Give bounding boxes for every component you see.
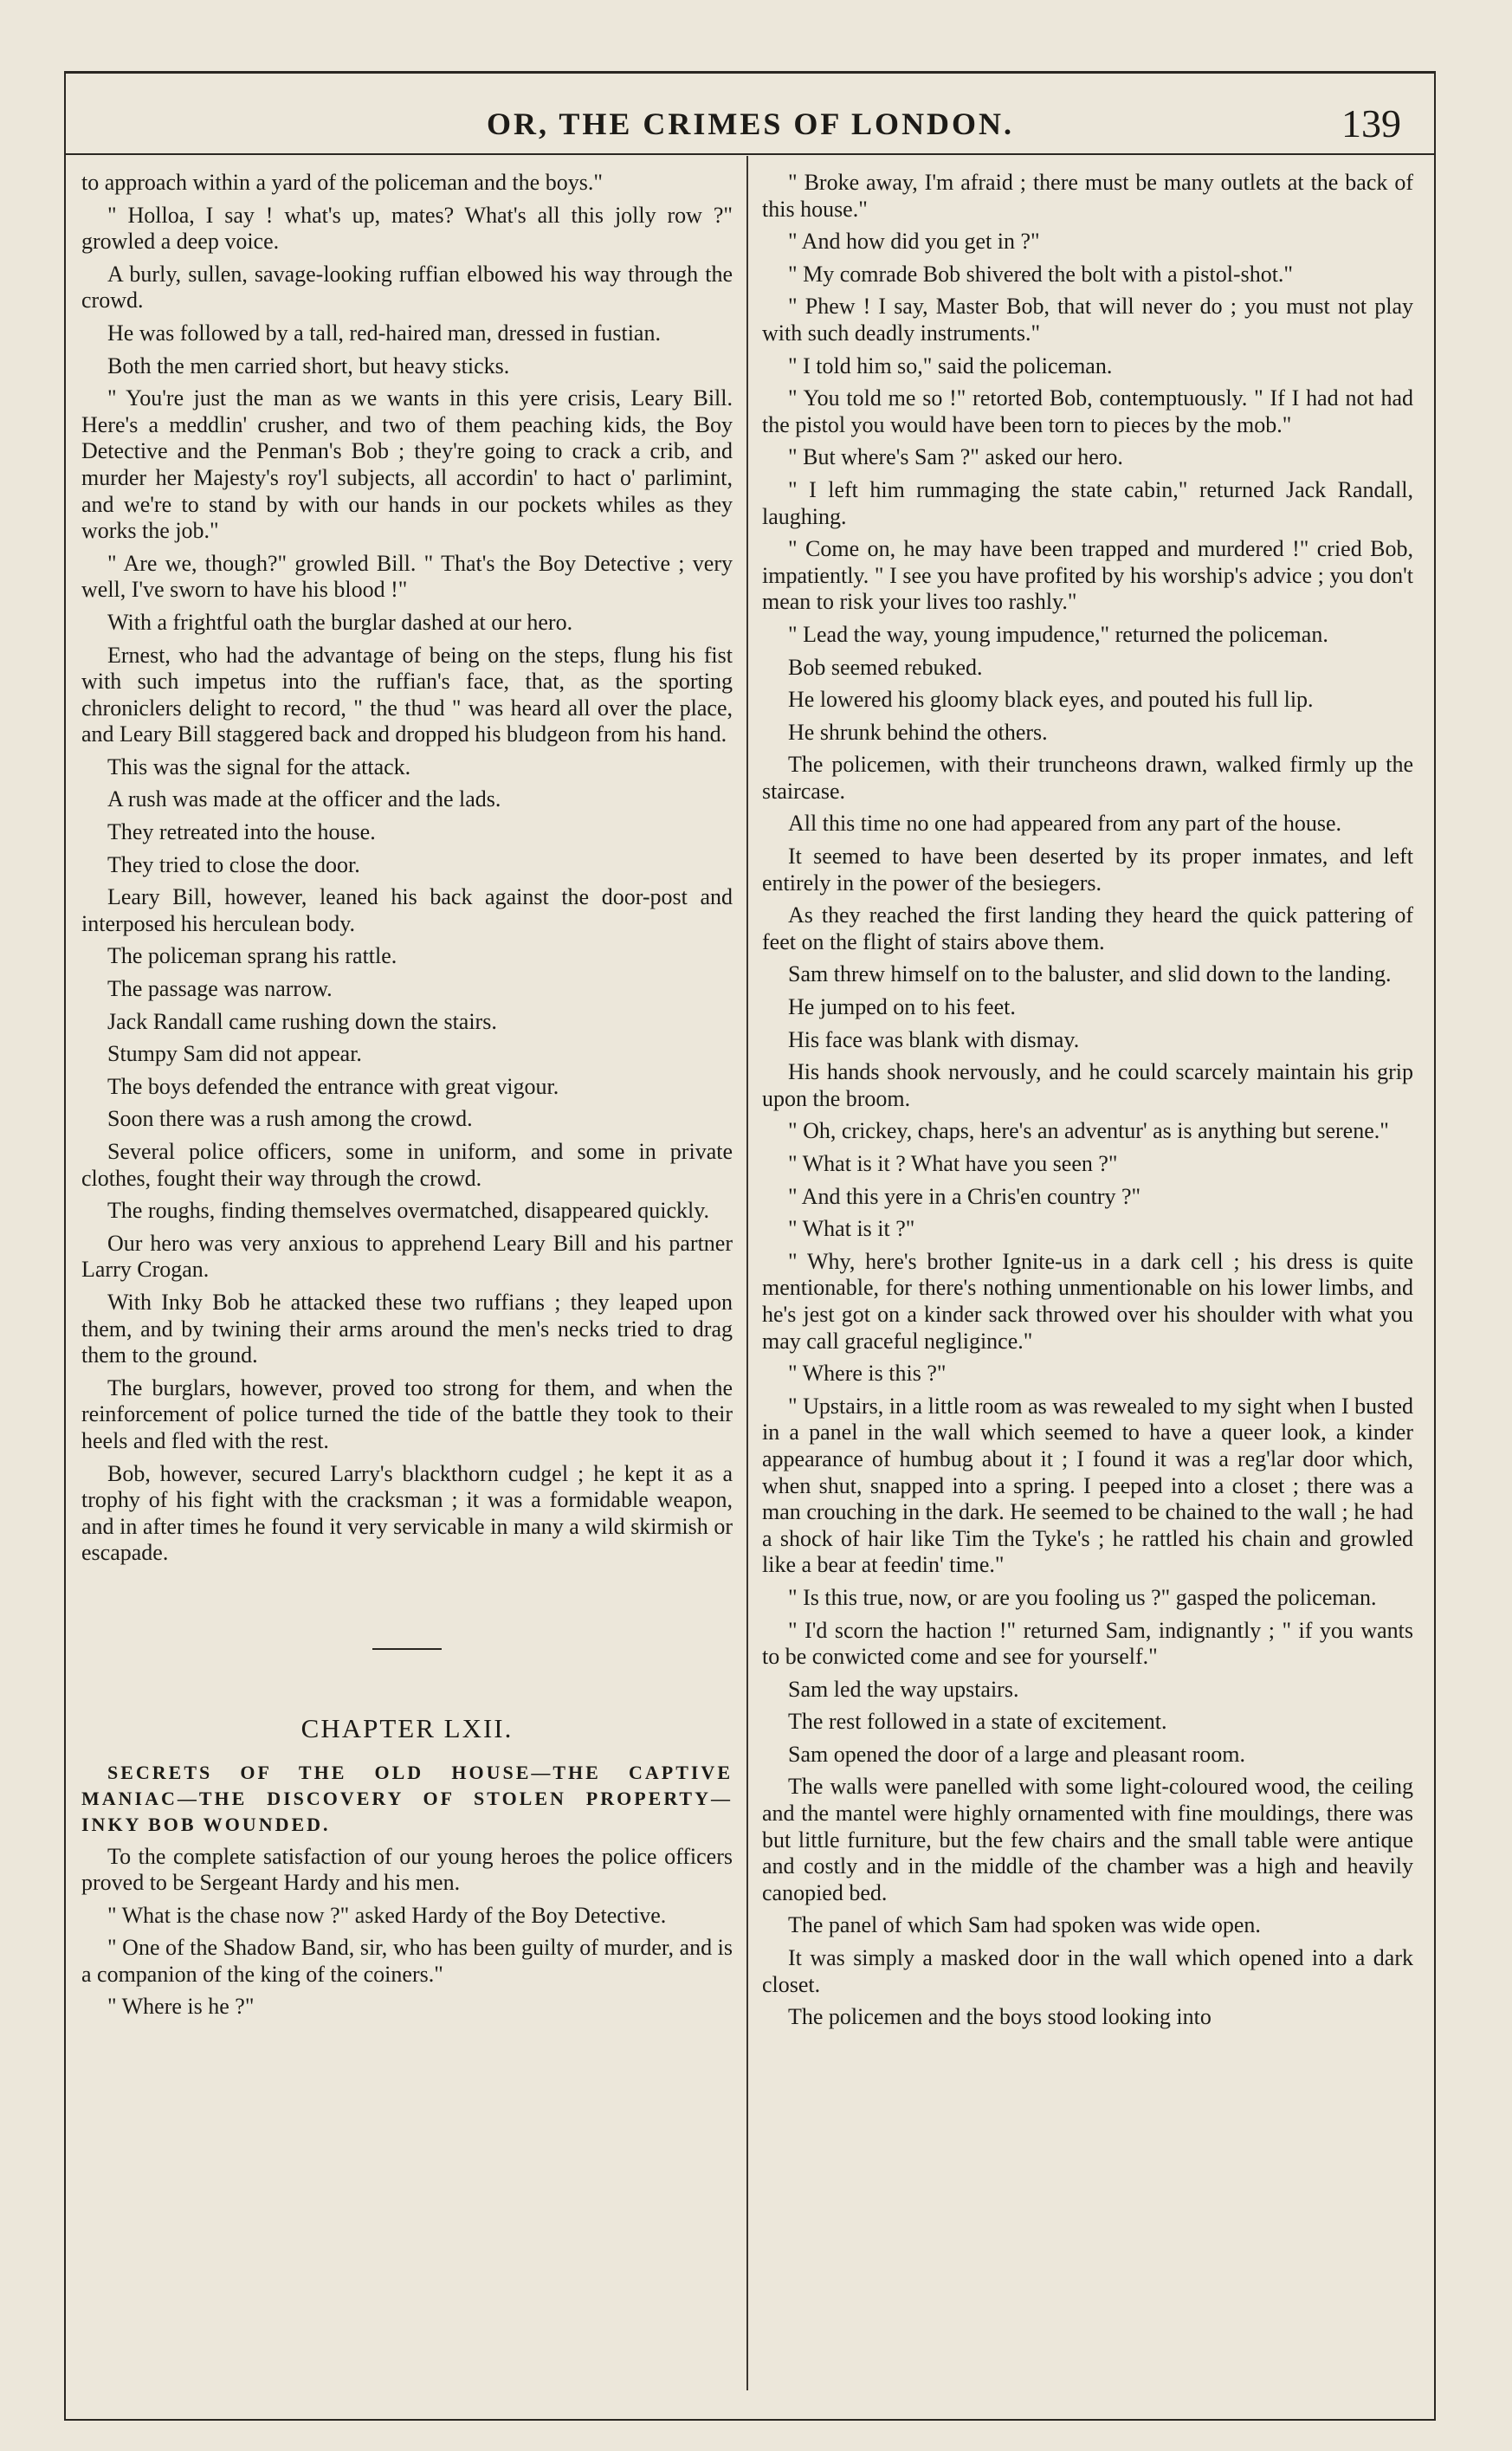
paragraph: He shrunk behind the others.	[788, 719, 1048, 745]
column-divider	[746, 156, 748, 2390]
paragraph: A rush was made at the officer and the lads.	[107, 786, 501, 812]
paragraph: " Oh, crickey, chaps, here's an adventur' as is anything but serene."	[788, 1118, 1389, 1144]
paragraph: " Holloa, I say ! what's up, mates? What's all this jolly row ?" growled a deep voice.	[81, 202, 733, 255]
paragraph: With a frightful oath the burglar dashed at our hero.	[107, 609, 573, 635]
right-column	[762, 170, 1413, 2037]
paragraph: " But where's Sam ?" asked our hero.	[788, 444, 1123, 470]
section-rule	[372, 1648, 442, 1650]
paragraph: The walls were panelled with some light-coloured wood, the ceiling and the mantel were highly ornamented with fine mouldings, there was but little furniture, but the few chairs and the small table were antique and costly and in the middle of the chamber was a high and heavily canopied bed.	[762, 1774, 1413, 1905]
paragraph: Leary Bill, however, leaned his back against the door-post and interposed his herculean body.	[81, 884, 733, 936]
paragraph: Sam threw himself on to the baluster, and slid down to the landing.	[788, 961, 1392, 987]
paragraph: Bob, however, secured Larry's blackthorn cudgel ; he kept it as a trophy of his fight with the cracksman ; it was a formidable weapon, and in after times he found it very servicable in many a wild skirmish or escapade.	[81, 1460, 733, 1566]
paragraph: His hands shook nervously, and he could scarcely maintain his grip upon the broom.	[762, 1059, 1413, 1111]
paragraph: Stumpy Sam did not appear.	[107, 1041, 362, 1067]
paragraph: " What is it ? What have you seen ?"	[788, 1151, 1118, 1176]
paragraph: " You're just the man as we wants in this yere crisis, Leary Bill. Here's a meddlin' crusher, and two of them peaching kids, the Boy Detective and the Penman's Bob ; they're going to crack a crib, and murder her Majesty's roy'l subjects, all accordin' to hact o' parlimint, and we're to stand by with our hands in our pockets whiles as they works the job."	[81, 385, 733, 544]
paragraph: He jumped on to his feet.	[788, 994, 1016, 1020]
paragraph: He lowered his gloomy black eyes, and pouted his full lip.	[788, 687, 1314, 713]
paragraph: His face was blank with dismay.	[788, 1026, 1080, 1052]
paragraph: Bob seemed rebuked.	[788, 654, 983, 680]
running-title: OR, THE CRIMES OF LONDON.	[487, 107, 1015, 141]
paragraph: The roughs, finding themselves overmatched, disappeared quickly.	[107, 1198, 710, 1224]
left-paragraphs	[81, 170, 733, 1567]
paragraph: " Upstairs, in a little room as was rewealed to my sight when I busted in a panel in the wall which seemed to have a queer look, a kinder appearance of humbug about it ; I found it was a reg'lar door which, when shut, snapped into a spring. I peeped into a closet ; there was a man crouching in the dark. He seemed to be chained to the wall ; he had a shock of hair like Tim the Tyke's ; he rattled his chain and growled like a bear at feedin' time."	[762, 1393, 1413, 1578]
paragraph: " My comrade Bob shivered the bolt with a pistol-shot."	[788, 261, 1294, 287]
paragraph: It was simply a masked door in the wall which opened into a dark closet.	[762, 1945, 1413, 1997]
paragraph: As they reached the first landing they heard the quick pattering of feet on the flight of stairs above them.	[762, 902, 1413, 954]
paragraph: A burly, sullen, savage-looking ruffian elbowed his way through the crowd.	[81, 261, 733, 314]
paragraph: The rest followed in a state of excitement.	[788, 1709, 1167, 1735]
paragraph: This was the signal for the attack.	[107, 753, 411, 779]
paragraph: " Where is this ?"	[788, 1361, 947, 1387]
page-number: 139	[1341, 101, 1401, 146]
paragraph: " Broke away, I'm afraid ; there must be many outlets at the back of this house."	[762, 170, 1413, 222]
running-header	[64, 97, 1401, 149]
paragraph: They retreated into the house.	[107, 819, 376, 845]
paragraph: " Is this true, now, or are you fooling us ?" gasped the policeman.	[788, 1584, 1377, 1610]
paragraph: Soon there was a rush among the crowd.	[107, 1106, 473, 1132]
paragraph: " Where is he ?"	[107, 1994, 255, 2020]
paragraph: All this time no one had appeared from any part of the house.	[788, 811, 1341, 837]
paragraph: " Why, here's brother Ignite-us in a dark cell ; his dress is quite mentionable, for there's nothing unmentionable on his lower limbs, and he's jest got on a kinder sack throwed over his shoulder with what you may call graceful negligince."	[762, 1248, 1413, 1354]
paragraph: Sam led the way upstairs.	[788, 1676, 1019, 1702]
paragraph: The boys defended the entrance with great vigour.	[107, 1073, 559, 1099]
paragraph: " I'd scorn the haction !" returned Sam, indignantly ; " if you wants to be conwicted come and see for yourself."	[762, 1617, 1413, 1670]
paragraph: Sam opened the door of a large and pleasant room.	[788, 1741, 1246, 1767]
paragraph: to approach within a yard of the policeman and the boys."	[81, 170, 603, 195]
paragraph: He was followed by a tall, red-haired man, dressed in fustian.	[107, 320, 661, 346]
paragraph: " Are we, though?" growled Bill. " That's the Boy Detective ; very well, I've sworn to have his blood !"	[81, 550, 733, 603]
paragraph: " I told him so," said the policeman.	[788, 352, 1113, 378]
paragraph: Both the men carried short, but heavy sticks.	[107, 352, 510, 378]
paragraph: The policemen, with their truncheons drawn, walked firmly up the staircase.	[762, 752, 1413, 804]
paragraph: " I left him rummaging the state cabin," returned Jack Randall, laughing.	[762, 476, 1413, 529]
paragraph: " One of the Shadow Band, sir, who has been guilty of murder, and is a companion of the king of the coiners."	[81, 1935, 733, 1987]
paragraph: With Inky Bob he attacked these two ruffians ; they leaped upon them, and by twining their arms around the men's necks tried to drag them to the ground.	[81, 1289, 733, 1368]
paragraph: Jack Randall came rushing down the stairs.	[107, 1008, 497, 1034]
paragraph: The policeman sprang his rattle.	[107, 943, 397, 969]
paragraph: It seemed to have been deserted by its proper inmates, and left entirely in the power of the besiegers.	[762, 844, 1413, 896]
paragraph: " What is the chase now ?" asked Hardy of the Boy Detective.	[107, 1902, 667, 1928]
paragraph: " Come on, he may have been trapped and murdered !" cried Bob, impatiently. " I see you have profited by his worship's advice ; you don't mean to risk your lives too rashly."	[762, 536, 1413, 615]
paragraph: The burglars, however, proved too strong for them, and when the reinforcement of police turned the tide of the battle they took to their heels and fled with the rest.	[81, 1374, 733, 1453]
paragraph: The passage was narrow.	[107, 976, 333, 1002]
paragraph: Our hero was very anxious to apprehend Leary Bill and his partner Larry Crogan.	[81, 1230, 733, 1283]
left-column	[81, 170, 733, 2027]
paragraph: " What is it ?"	[788, 1216, 915, 1242]
paragraph: The panel of which Sam had spoken was wide open.	[788, 1912, 1261, 1938]
paragraph: Ernest, who had the advantage of being on the steps, flung his fist with such impetus into the ruffian's face, that, as the sporting chroniclers delight to record, " the thud " was heard all over the place, and Leary Bill staggered back and dropped his bludgeon from his hand.	[81, 642, 733, 747]
paragraph: " And how did you get in ?"	[788, 229, 1040, 255]
right-paragraphs	[762, 170, 1413, 2031]
paragraph: " You told me so !" retorted Bob, contemptuously. " If I had not had the pistol you would have been torn to pieces by the mob."	[762, 385, 1413, 437]
paragraph: " Phew ! I say, Master Bob, that will never do ; you must not play with such deadly instruments."	[762, 294, 1413, 346]
paragraph: They tried to close the door.	[107, 851, 360, 877]
chapter-title: CHAPTER LXII.	[300, 1712, 514, 1743]
paragraph: The policemen and the boys stood looking into	[788, 2004, 1212, 2030]
chapter-summary: SECRETS OF THE OLD HOUSE—THE CAPTIVE MANIAC—THE DISCOVERY OF STOLEN PROPERTY—INKY BOB WOUNDED.	[81, 1761, 733, 1835]
paragraph: " Lead the way, young impudence," returned the policeman.	[788, 621, 1328, 647]
paragraph: Several police officers, some in uniform, and some in private clothes, fought their way through the crowd.	[81, 1139, 733, 1191]
paragraph: To the complete satisfaction of our young heroes the police officers proved to be Sergeant Hardy and his men.	[81, 1843, 733, 1896]
chapter-paragraphs	[81, 1844, 733, 2021]
paragraph: " And this yere in a Chris'en country ?"	[788, 1183, 1141, 1209]
